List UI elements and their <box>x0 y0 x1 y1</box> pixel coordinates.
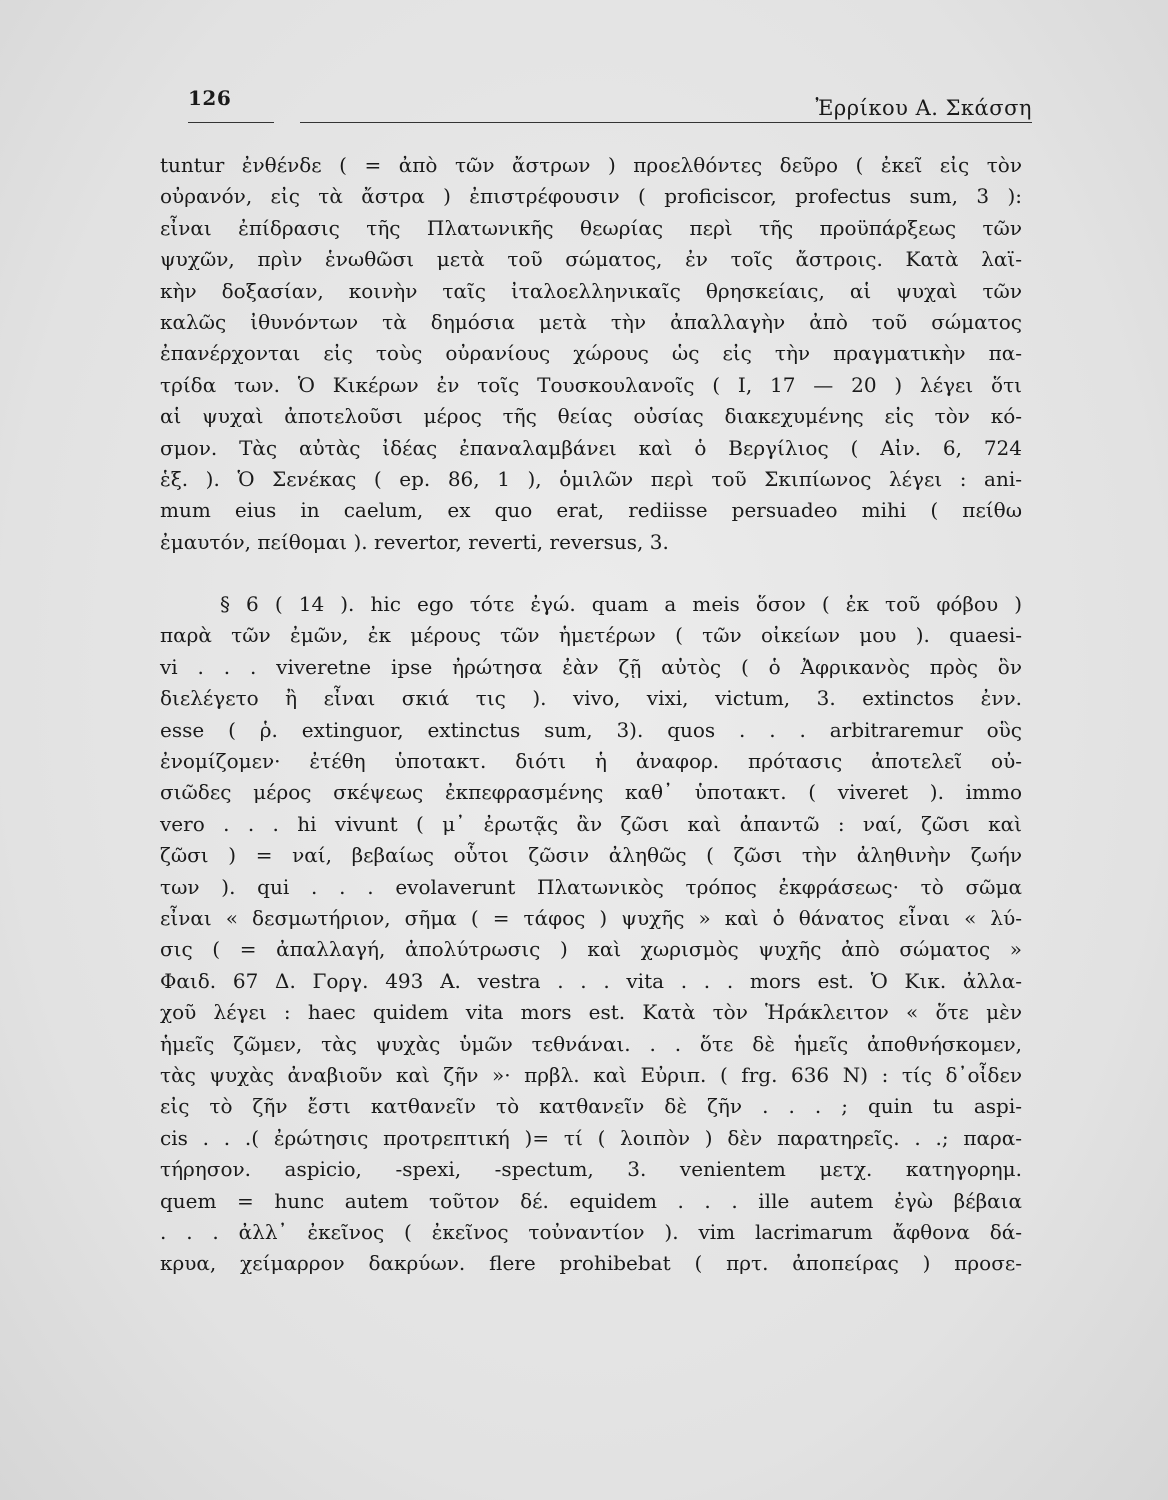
text-line: vero . . . hi vivunt ( μ᾽ ἐρωτᾷς ἂν ζῶσι καὶ ἀπαντῶ : ναί, ζῶσι καὶ <box>160 811 1022 836</box>
text-line: τήρησον. aspicio, -spexi, -spectum, 3. venientem μετχ. κατηγορημ. <box>160 1157 1022 1182</box>
text-line: σμον. Τὰς αὐτὰς ἰδέας ἐπαναλαμβάνει καὶ ὁ Βεργίλιος ( Αἰν. 6, 724 <box>160 435 1022 460</box>
header-rule-right <box>300 122 1032 123</box>
text-line: ζῶσι ) = ναί, βεβαίως οὗτοι ζῶσιν ἀληθῶς ( ζῶσι τὴν ἀληθινὴν ζωήν <box>160 843 1022 868</box>
text-line: χοῦ λέγει : haec quidem vita mors est. Κατὰ τὸν Ἡράκλειτον « ὅτε μὲν <box>160 1000 1022 1025</box>
text-line: Φαιδ. 67 Δ. Γοργ. 493 Α. vestra . . . vita . . . mors est. Ὁ Κικ. ἀλλα- <box>160 968 1022 993</box>
text-line: mum eius in caelum, ex quo erat, rediisse persuadeo mihi ( πείθω <box>160 498 1022 523</box>
page-number: 126 <box>188 86 232 110</box>
text-line: οὐρανόν, εἰς τὰ ἄστρα ) ἐπιστρέφουσιν ( proficiscor, profectus sum, 3 ): <box>160 184 1022 209</box>
text-line: ἑξ. ). Ὁ Σενέκας ( ep. 86, 1 ), ὁμιλῶν περὶ τοῦ Σκιπίωνος λέγει : ani- <box>160 466 1022 491</box>
text-line: esse ( ῥ. extinguor, extinctus sum, 3). quos . . . arbitraremur οὓς <box>160 717 1022 742</box>
text-line: αἱ ψυχαὶ ἀποτελοῦσι μέρος τῆς θείας οὐσίας διακεχυμένης εἰς τὸν κό- <box>160 404 1022 429</box>
text-line: tuntur ἐνθένδε ( = ἀπὸ τῶν ἄστρων ) προελθόντες δεῦρο ( ἐκεῖ εἰς τὸν <box>160 153 1022 177</box>
text-line: εἰς τὸ ζῆν ἔστι κατθανεῖν τὸ κατθανεῖν δὲ ζῆν . . . ; quin tu aspi- <box>160 1094 1022 1119</box>
header-rule-left <box>188 122 274 123</box>
text-line: καλῶς ἰθυνόντων τὰ δημόσια μετὰ τὴν ἀπαλλαγὴν ἀπὸ τοῦ σώματος <box>160 309 1022 334</box>
text-line: ψυχῶν, πρὶν ἑνωθῶσι μετὰ τοῦ σώματος, ἐν τοῖς ἄστροις. Κατὰ λαϊ- <box>160 247 1022 272</box>
page-header <box>188 86 1032 126</box>
running-head: Ἐρρίκου Α. Σκάσση <box>815 96 1032 120</box>
text-line: τὰς ψυχὰς ἀναβιοῦν καὶ ζῆν »· πρβλ. καὶ Εὐριπ. ( frg. 636 N) : τίς δ᾽οἶδεν <box>160 1062 1022 1087</box>
text-line: τρίδα των. Ὁ Κικέρων ἐν τοῖς Τουσκουλανοῖς ( I, 17 — 20 ) λέγει ὅτι <box>160 372 1022 397</box>
text-line: κὴν δοξασίαν, κοινὴν ταῖς ἰταλοελληνικαῖς θρησκείαις, αἱ ψυχαὶ τῶν <box>160 278 1022 303</box>
paragraph-2 <box>160 589 1022 1280</box>
text-line: vi . . . viveretne ipse ἠρώτησα ἐὰν ζῇ αὐτὸς ( ὁ Ἀφρικανὸς πρὸς ὃν <box>160 654 1022 679</box>
text-line: διελέγετο ἢ εἶναι σκιά τις ). vivo, vixi, victum, 3. extinctos ἐνν. <box>160 686 1022 711</box>
text-line: § 6 ( 14 ). hic ego τότε ἐγώ. quam a meis ὅσον ( ἐκ τοῦ φόβου ) <box>220 592 1022 617</box>
text-line: σις ( = ἀπαλλαγή, ἀπολύτρωσις ) καὶ χωρισμὸς ψυχῆς ἀπὸ σώματος » <box>160 937 1022 962</box>
text-line: κρυα, χείμαρρον δακρύων. flere prohibebat ( πρτ. ἀποπείρας ) προσε- <box>160 1251 1022 1276</box>
text-line: εἶναι « δεσμωτήριον, σῆμα ( = τάφος ) ψυχῆς » καὶ ὁ θάνατος εἶναι « λύ- <box>160 905 1022 930</box>
text-line: cis . . .( ἐρώτησις προτρεπτική )= τί ( λοιπὸν ) δὲν παρατηρεῖς. . .; παρα- <box>160 1125 1022 1150</box>
text-line: εἶναι ἐπίδρασις τῆς Πλατωνικῆς θεωρίας περὶ τῆς προϋπάρξεως τῶν <box>160 215 1022 240</box>
text-line: quem = hunc autem τοῦτον δέ. equidem . . . ille autem ἐγὼ βέβαια <box>160 1188 1022 1213</box>
text-line: σιῶδες μέρος σκέψεως ἐκπεφρασμένης καθ᾽ ὑποτακτ. ( viveret ). immo <box>160 780 1022 805</box>
text-line: ἐνομίζομεν· ἐτέθη ὑποτακτ. διότι ἡ ἀναφορ. πρότασις ἀποτελεῖ οὐ- <box>160 749 1022 774</box>
text-line: ἐπανέρχονται εἰς τοὺς οὐρανίους χώρους ὡς εἰς τὴν πραγματικὴν πα- <box>160 341 1022 366</box>
paragraph-gap <box>160 558 1022 589</box>
body-text <box>160 150 1022 1280</box>
text-line: των ). qui . . . evolaverunt Πλατωνικὸς τρόπος ἐκφράσεως· τὸ σῶμα <box>160 874 1022 899</box>
text-line: παρὰ τῶν ἐμῶν, ἐκ μέρους τῶν ἡμετέρων ( τῶν οἰκείων μου ). quaesi- <box>160 623 1022 648</box>
text-line: ἐμαυτόν, πείθομαι ). revertor, reverti, reversus, 3. <box>160 529 669 554</box>
text-line: ἡμεῖς ζῶμεν, τὰς ψυχὰς ὑμῶν τεθνάναι. . . ὅτε δὲ ἡμεῖς ἀποθνήσκομεν, <box>160 1031 1022 1056</box>
text-line: . . . ἀλλ᾽ ἐκεῖνος ( ἐκεῖνος τοὐναντίον ). vim lacrimarum ἄφθονα δά- <box>160 1219 1022 1244</box>
paragraph-1 <box>160 150 1022 558</box>
